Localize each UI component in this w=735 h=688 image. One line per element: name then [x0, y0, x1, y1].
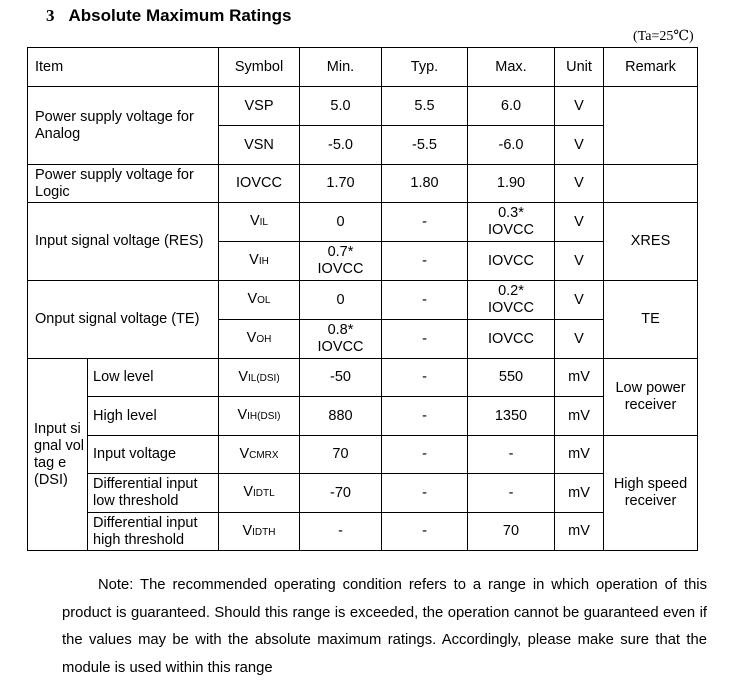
min-cell: 0 — [300, 203, 382, 242]
table-row — [28, 359, 698, 397]
remark-cell: TE — [604, 281, 698, 359]
temperature-condition: (Ta=25℃) — [633, 29, 694, 44]
item-cell: Input signal voltage (RES) — [28, 203, 219, 281]
symbol-cell: VSP — [219, 87, 300, 126]
symbol-main: V — [247, 291, 258, 307]
max-cell: 1350 — [468, 397, 555, 436]
unit-cell: V — [555, 165, 604, 203]
symbol-cell — [219, 397, 300, 436]
remark-cell: XRES — [604, 203, 698, 281]
table-row — [28, 281, 698, 320]
symbol-main: V — [243, 484, 253, 500]
min-cell: 880 — [300, 397, 382, 436]
max-cell: 1.90 — [468, 165, 555, 203]
max-cell: 70 — [468, 513, 555, 551]
header-item: Item — [28, 48, 219, 87]
min-cell: 0 — [300, 281, 382, 320]
table-row — [28, 436, 698, 474]
symbol-cell — [219, 436, 300, 474]
symbol-cell — [219, 474, 300, 513]
remark-cell: High speed receiver — [604, 436, 698, 551]
max-cell: - — [468, 474, 555, 513]
max-cell: 550 — [468, 359, 555, 397]
unit-cell: V — [555, 203, 604, 242]
item-cell: Low level — [88, 359, 219, 397]
typ-cell: - — [382, 320, 468, 359]
typ-cell: - — [382, 242, 468, 281]
note-paragraph: Note: The recommended operating condition refers to a range in which operation of this product is guaranteed. Should this range is exceeded, the operation cannot be guaranteed even if the values may be with the absolute maximum ratings. Accordingly, please make sure that the module is used within this range — [62, 577, 707, 676]
typ-cell: 5.5 — [382, 87, 468, 126]
typ-cell: - — [382, 397, 468, 436]
symbol-main: V — [249, 252, 259, 268]
symbol-main: V — [242, 522, 253, 539]
max-cell: IOVCC — [468, 242, 555, 281]
header-remark: Remark — [604, 48, 698, 87]
symbol-main: V — [249, 213, 260, 229]
typ-cell: 1.80 — [382, 165, 468, 203]
symbol-cell — [219, 359, 300, 397]
item-cell: High level — [88, 397, 219, 436]
symbol-main: V — [238, 368, 248, 385]
header-min: Min. — [300, 48, 382, 87]
max-cell: -6.0 — [468, 126, 555, 165]
min-cell: 5.0 — [300, 87, 382, 126]
min-cell: 1.70 — [300, 165, 382, 203]
symbol-cell: VSN — [219, 126, 300, 165]
typ-cell: - — [382, 436, 468, 474]
unit-cell: V — [555, 281, 604, 320]
symbol-cell — [219, 513, 300, 551]
typ-cell: - — [382, 203, 468, 242]
item-cell: Power supply voltage for Analog — [28, 87, 219, 165]
remark-cell: Low power receiver — [604, 359, 698, 436]
unit-cell: V — [555, 320, 604, 359]
max-cell: 6.0 — [468, 87, 555, 126]
min-cell: 0.8* IOVCC — [300, 320, 382, 359]
unit-cell: mV — [555, 513, 604, 551]
symbol-main: V — [239, 445, 250, 462]
max-cell: - — [468, 436, 555, 474]
unit-cell: mV — [555, 397, 604, 436]
item-cell: Differential input low threshold — [88, 474, 219, 513]
symbol-subscript: IH(DSI) — [247, 411, 281, 422]
table-row — [28, 203, 698, 242]
unit-cell: mV — [555, 436, 604, 474]
max-cell: 0.3* IOVCC — [468, 203, 555, 242]
table-row — [28, 513, 698, 551]
section-heading — [46, 6, 291, 26]
max-cell: IOVCC — [468, 320, 555, 359]
unit-cell: V — [555, 87, 604, 126]
symbol-main: V — [246, 330, 257, 346]
table-row — [28, 397, 698, 436]
typ-cell: - — [382, 281, 468, 320]
section-title: Absolute Maximum Ratings — [68, 6, 292, 25]
table-row — [28, 87, 698, 126]
min-cell: - — [300, 513, 382, 551]
min-cell: 70 — [300, 436, 382, 474]
header-max: Max. — [468, 48, 555, 87]
typ-cell: - — [382, 474, 468, 513]
symbol-main: V — [237, 407, 248, 423]
typ-cell: -5.5 — [382, 126, 468, 165]
symbol-subscript: CMRX — [249, 449, 279, 461]
symbol-subscript: IH — [258, 256, 269, 267]
remark-cell — [604, 87, 698, 165]
unit-cell: mV — [555, 474, 604, 513]
unit-cell: V — [555, 242, 604, 281]
symbol-subscript: IL — [259, 217, 268, 228]
min-cell: -70 — [300, 474, 382, 513]
section-number: 3 — [46, 6, 55, 25]
symbol-cell — [219, 281, 300, 320]
typ-cell: - — [382, 513, 468, 551]
symbol-subscript: OL — [257, 295, 271, 306]
symbol-subscript: IDTL — [253, 488, 275, 499]
symbol-subscript: OH — [256, 334, 272, 345]
max-cell: 0.2* IOVCC — [468, 281, 555, 320]
item-cell: Onput signal voltage (TE) — [28, 281, 219, 359]
table-row — [28, 474, 698, 513]
item-cell: Input voltage — [88, 436, 219, 474]
symbol-subscript: IL(DSI) — [248, 372, 280, 384]
min-cell: -5.0 — [300, 126, 382, 165]
header-typ: Typ. — [382, 48, 468, 87]
header-unit: Unit — [555, 48, 604, 87]
unit-cell: V — [555, 126, 604, 165]
table-row — [28, 165, 698, 203]
item-cell: Differential input high threshold — [88, 513, 219, 551]
symbol-cell — [219, 320, 300, 359]
header-symbol: Symbol — [219, 48, 300, 87]
item-cell: Power supply voltage for Logic — [28, 165, 219, 203]
symbol-cell — [219, 242, 300, 281]
absolute-maximum-ratings-table — [27, 47, 698, 551]
remark-cell — [604, 165, 698, 203]
min-cell: -50 — [300, 359, 382, 397]
min-cell: 0.7* IOVCC — [300, 242, 382, 281]
table-header-row — [28, 48, 698, 87]
unit-cell: mV — [555, 359, 604, 397]
group-cell-dsi: Input signal voltag e (DSI) — [28, 359, 88, 551]
symbol-subscript: IDTH — [252, 526, 276, 538]
typ-cell: - — [382, 359, 468, 397]
symbol-cell: IOVCC — [219, 165, 300, 203]
symbol-cell — [219, 203, 300, 242]
